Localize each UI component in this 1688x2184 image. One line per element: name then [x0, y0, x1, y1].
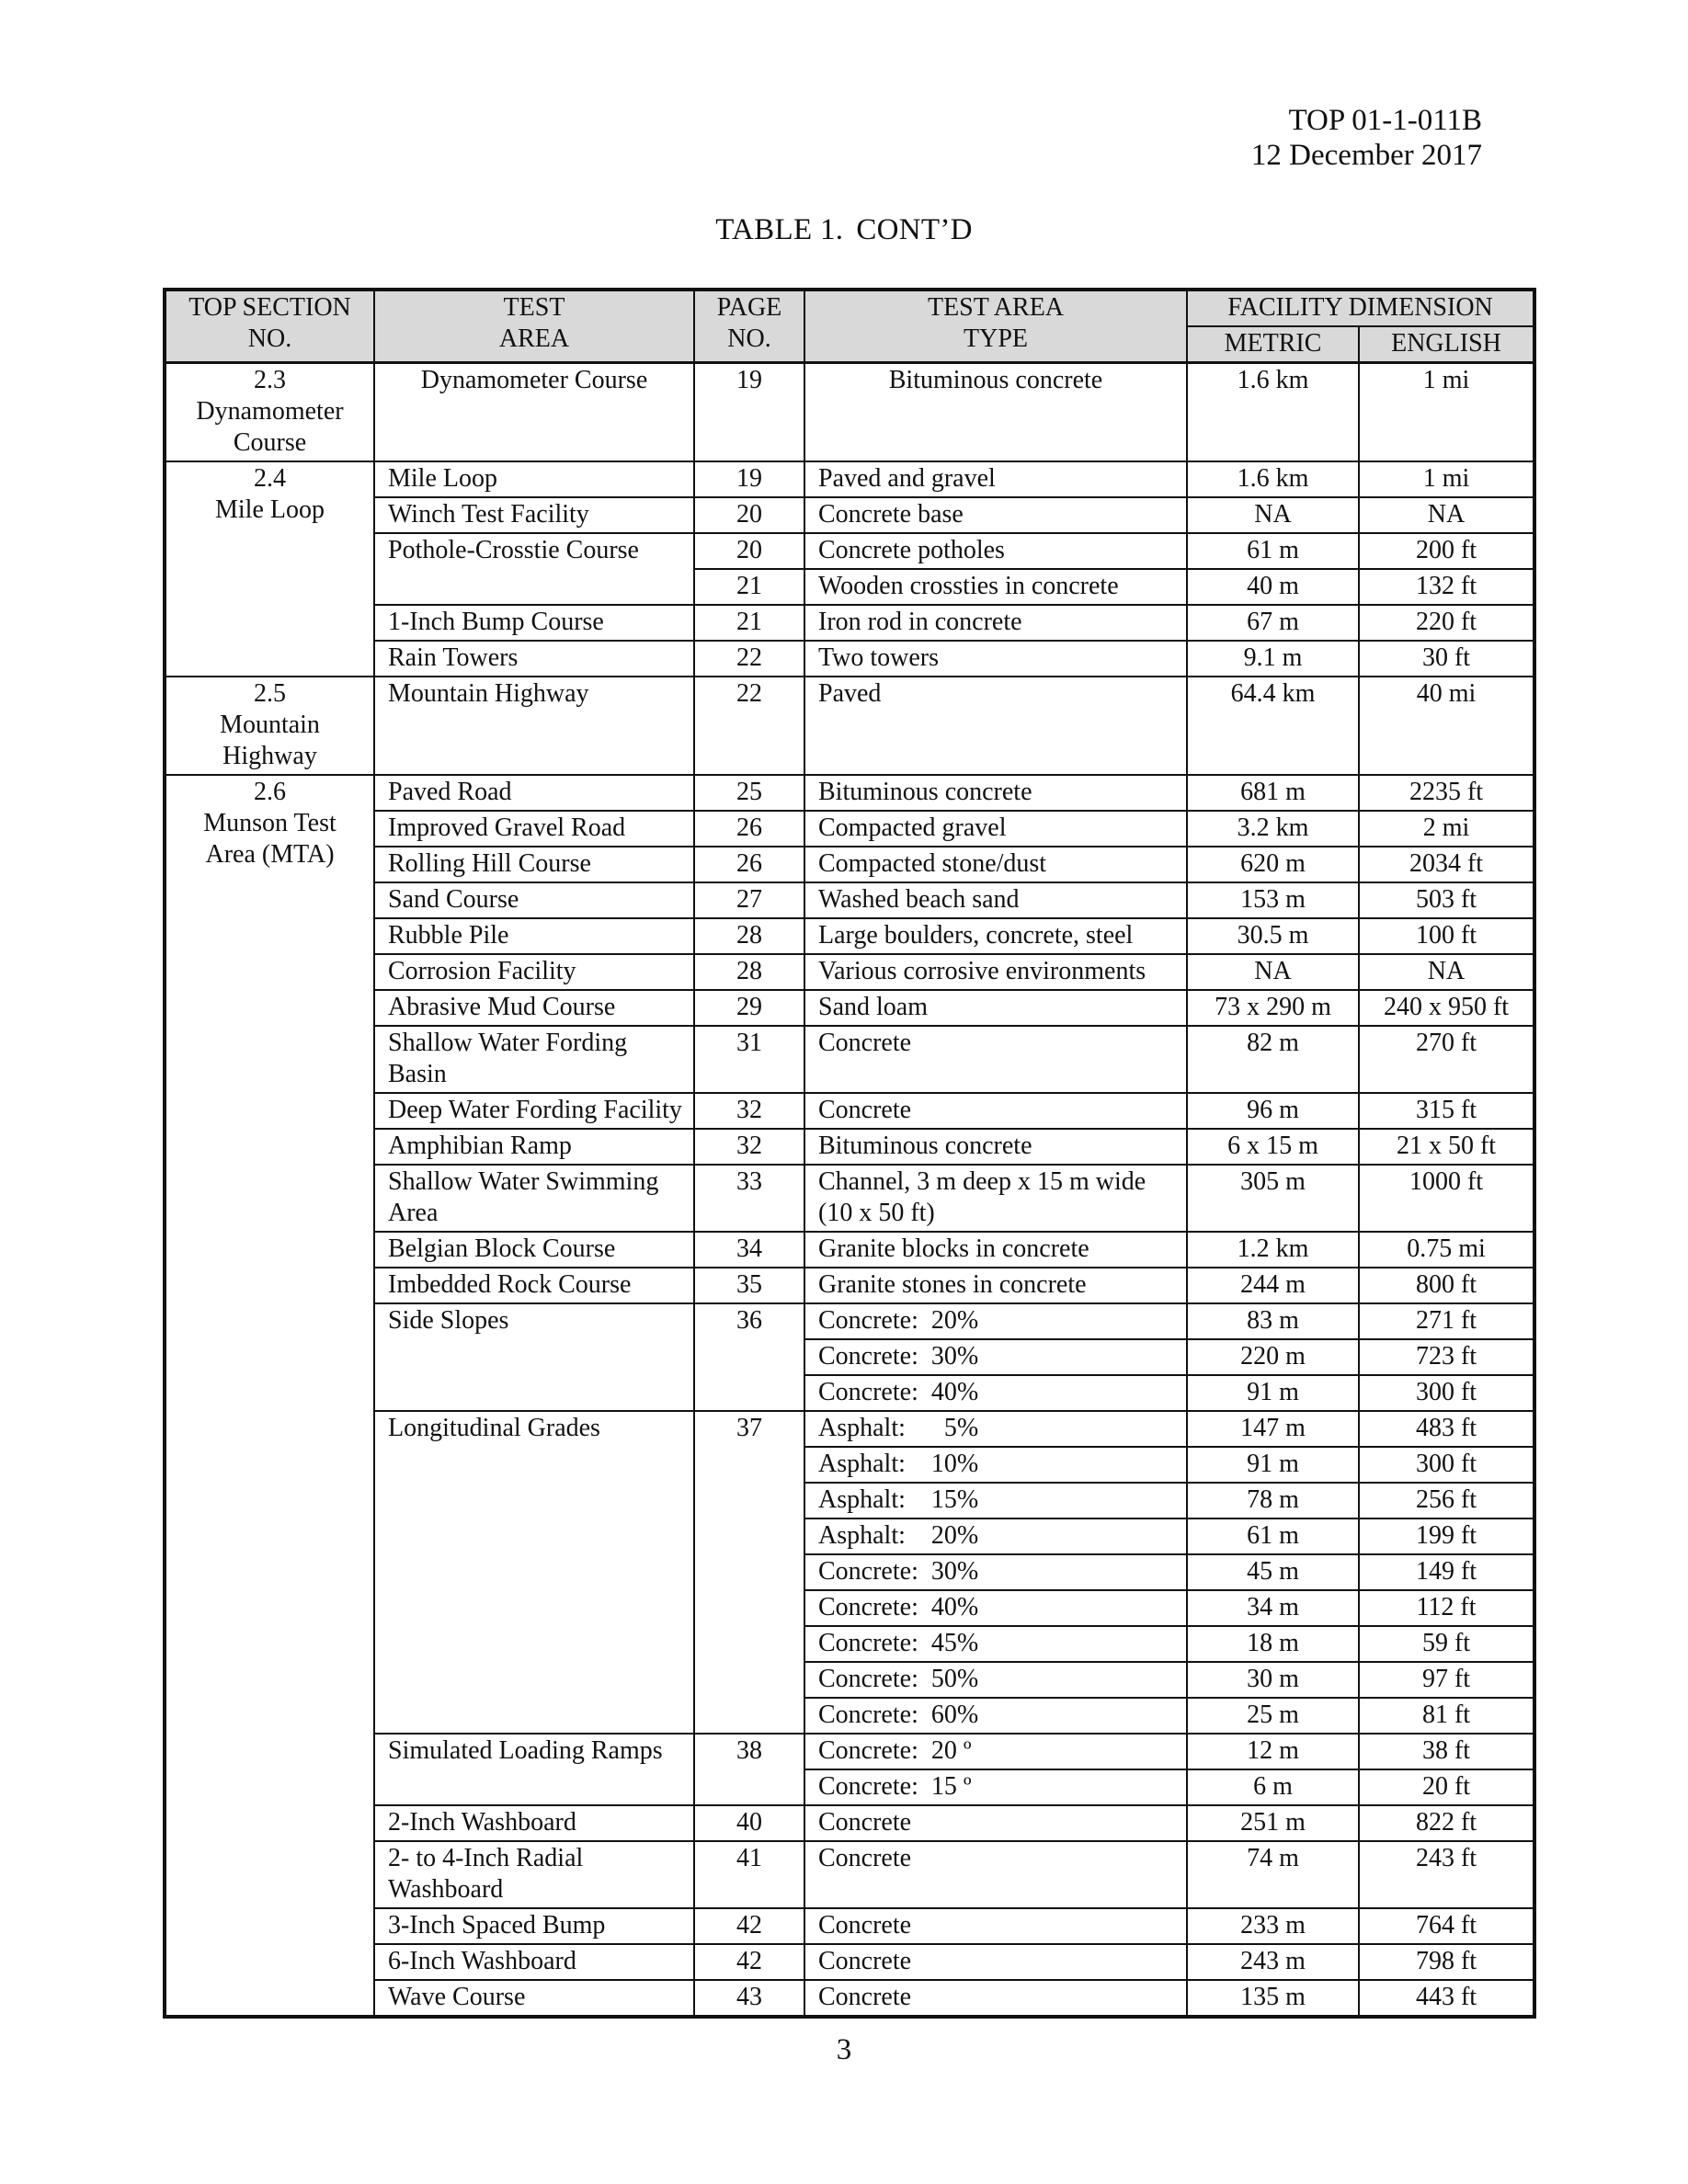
- english-cell: 20 ft: [1359, 1769, 1534, 1805]
- metric-cell: 6 x 15 m: [1187, 1129, 1359, 1165]
- english-cell: 2 mi: [1359, 811, 1534, 847]
- english-cell: 132 ft: [1359, 569, 1534, 605]
- area-cell: Corrosion Facility: [374, 954, 694, 990]
- metric-cell: 25 m: [1187, 1698, 1359, 1734]
- area-cell: 2-Inch Washboard: [374, 1805, 694, 1841]
- area-cell: Longitudinal Grades: [374, 1411, 694, 1734]
- metric-cell: 153 m: [1187, 882, 1359, 918]
- english-cell: NA: [1359, 497, 1534, 533]
- english-cell: 256 ft: [1359, 1483, 1534, 1519]
- area-cell: Deep Water Fording Facility: [374, 1093, 694, 1129]
- english-cell: 21 x 50 ft: [1359, 1129, 1534, 1165]
- page-cell: 29: [694, 990, 804, 1026]
- metric-cell: 12 m: [1187, 1734, 1359, 1769]
- metric-cell: 64.4 km: [1187, 677, 1359, 775]
- area-cell: Mile Loop: [374, 461, 694, 497]
- area-cell: 3-Inch Spaced Bump: [374, 1908, 694, 1944]
- type-cell: Asphalt: 15%: [804, 1483, 1187, 1519]
- type-cell: Large boulders, concrete, steel: [804, 918, 1187, 954]
- type-cell: Concrete: 30%: [804, 1339, 1187, 1375]
- metric-cell: 1.6 km: [1187, 363, 1359, 462]
- english-cell: 483 ft: [1359, 1411, 1534, 1447]
- page-cell: 22: [694, 677, 804, 775]
- metric-cell: 96 m: [1187, 1093, 1359, 1129]
- type-cell: Concrete potholes: [804, 533, 1187, 569]
- type-cell: Granite stones in concrete: [804, 1268, 1187, 1303]
- english-cell: 822 ft: [1359, 1805, 1534, 1841]
- metric-cell: 305 m: [1187, 1165, 1359, 1232]
- metric-cell: 40 m: [1187, 569, 1359, 605]
- metric-cell: 3.2 km: [1187, 811, 1359, 847]
- english-cell: 1 mi: [1359, 461, 1534, 497]
- type-cell: Concrete: [804, 1944, 1187, 1980]
- metric-cell: 18 m: [1187, 1626, 1359, 1662]
- page-cell: 19: [694, 363, 804, 462]
- page-cell: 32: [694, 1093, 804, 1129]
- page-cell: 21: [694, 569, 804, 605]
- metric-cell: 243 m: [1187, 1944, 1359, 1980]
- page-cell: 36: [694, 1303, 804, 1411]
- area-cell: Paved Road: [374, 775, 694, 811]
- english-cell: 30 ft: [1359, 641, 1534, 677]
- metric-cell: 9.1 m: [1187, 641, 1359, 677]
- type-cell: Sand loam: [804, 990, 1187, 1026]
- col-header-type: TEST AREA TYPE: [804, 290, 1187, 363]
- section-cell: 2.5 Mountain Highway: [165, 677, 374, 775]
- english-cell: 503 ft: [1359, 882, 1534, 918]
- english-cell: 271 ft: [1359, 1303, 1534, 1339]
- english-cell: 443 ft: [1359, 1980, 1534, 2017]
- english-cell: 764 ft: [1359, 1908, 1534, 1944]
- english-cell: 40 mi: [1359, 677, 1534, 775]
- area-cell: Rain Towers: [374, 641, 694, 677]
- header-row: [165, 290, 1534, 326]
- english-cell: 149 ft: [1359, 1554, 1534, 1590]
- metric-cell: 45 m: [1187, 1554, 1359, 1590]
- section-cell: 2.6 Munson Test Area (MTA): [165, 775, 374, 2017]
- page-cell: 37: [694, 1411, 804, 1734]
- metric-cell: 78 m: [1187, 1483, 1359, 1519]
- english-cell: 200 ft: [1359, 533, 1534, 569]
- page-cell: 35: [694, 1268, 804, 1303]
- type-cell: Concrete: 40%: [804, 1590, 1187, 1626]
- area-cell: Imbedded Rock Course: [374, 1268, 694, 1303]
- english-cell: NA: [1359, 954, 1534, 990]
- table-row: [165, 677, 1534, 775]
- metric-cell: 30 m: [1187, 1662, 1359, 1698]
- type-cell: Compacted stone/dust: [804, 847, 1187, 882]
- page-cell: 32: [694, 1129, 804, 1165]
- table-row: [165, 775, 1534, 811]
- document-id: TOP 01-1-011B: [1288, 104, 1482, 137]
- metric-cell: 1.2 km: [1187, 1232, 1359, 1268]
- metric-cell: 67 m: [1187, 605, 1359, 641]
- metric-cell: 251 m: [1187, 1805, 1359, 1841]
- area-cell: 6-Inch Washboard: [374, 1944, 694, 1980]
- english-cell: 240 x 950 ft: [1359, 990, 1534, 1026]
- english-cell: 2235 ft: [1359, 775, 1534, 811]
- page-cell: 42: [694, 1908, 804, 1944]
- metric-cell: NA: [1187, 954, 1359, 990]
- page-cell: 25: [694, 775, 804, 811]
- english-cell: 723 ft: [1359, 1339, 1534, 1375]
- metric-cell: 147 m: [1187, 1411, 1359, 1447]
- metric-cell: 91 m: [1187, 1375, 1359, 1411]
- facility-table: [163, 288, 1536, 2019]
- area-cell: Rolling Hill Course: [374, 847, 694, 882]
- page-cell: 20: [694, 497, 804, 533]
- english-cell: 1 mi: [1359, 363, 1534, 462]
- section-cell: 2.4 Mile Loop: [165, 461, 374, 677]
- english-cell: 220 ft: [1359, 605, 1534, 641]
- english-cell: 300 ft: [1359, 1375, 1534, 1411]
- metric-cell: 61 m: [1187, 533, 1359, 569]
- metric-cell: 91 m: [1187, 1447, 1359, 1483]
- page-cell: 42: [694, 1944, 804, 1980]
- metric-cell: 220 m: [1187, 1339, 1359, 1375]
- type-cell: Asphalt: 5%: [804, 1411, 1187, 1447]
- english-cell: 1000 ft: [1359, 1165, 1534, 1232]
- english-cell: 2034 ft: [1359, 847, 1534, 882]
- english-cell: 270 ft: [1359, 1026, 1534, 1093]
- document-date: 12 December 2017: [1250, 139, 1482, 172]
- metric-cell: 82 m: [1187, 1026, 1359, 1093]
- table-title-label: TABLE 1.: [715, 213, 844, 246]
- area-cell: Sand Course: [374, 882, 694, 918]
- type-cell: Concrete: 20 º: [804, 1734, 1187, 1769]
- type-cell: Paved: [804, 677, 1187, 775]
- english-cell: 800 ft: [1359, 1268, 1534, 1303]
- type-cell: Two towers: [804, 641, 1187, 677]
- area-cell: Mountain Highway: [374, 677, 694, 775]
- type-cell: Concrete: [804, 1980, 1187, 2017]
- metric-cell: 6 m: [1187, 1769, 1359, 1805]
- area-cell: 2- to 4-Inch Radial Washboard: [374, 1841, 694, 1908]
- english-cell: 300 ft: [1359, 1447, 1534, 1483]
- type-cell: Asphalt: 20%: [804, 1519, 1187, 1554]
- area-cell: Pothole-Crosstie Course: [374, 533, 694, 605]
- page-cell: 41: [694, 1841, 804, 1908]
- type-cell: Asphalt: 10%: [804, 1447, 1187, 1483]
- area-cell: Dynamometer Course: [374, 363, 694, 462]
- english-cell: 798 ft: [1359, 1944, 1534, 1980]
- english-cell: 81 ft: [1359, 1698, 1534, 1734]
- metric-cell: NA: [1187, 497, 1359, 533]
- table-row: [165, 461, 1534, 497]
- type-cell: Concrete base: [804, 497, 1187, 533]
- type-cell: Compacted gravel: [804, 811, 1187, 847]
- type-cell: Various corrosive environments: [804, 954, 1187, 990]
- page-number: 3: [836, 2033, 852, 2066]
- type-cell: Iron rod in concrete: [804, 605, 1187, 641]
- type-cell: Bituminous concrete: [804, 775, 1187, 811]
- page-cell: 40: [694, 1805, 804, 1841]
- area-cell: Abrasive Mud Course: [374, 990, 694, 1026]
- english-cell: 315 ft: [1359, 1093, 1534, 1129]
- metric-cell: 73 x 290 m: [1187, 990, 1359, 1026]
- english-cell: 59 ft: [1359, 1626, 1534, 1662]
- english-cell: 38 ft: [1359, 1734, 1534, 1769]
- type-cell: Concrete: 15 º: [804, 1769, 1187, 1805]
- page-cell: 27: [694, 882, 804, 918]
- area-cell: Amphibian Ramp: [374, 1129, 694, 1165]
- col-header-page: PAGE NO.: [694, 290, 804, 363]
- area-cell: Winch Test Facility: [374, 497, 694, 533]
- page-cell: 31: [694, 1026, 804, 1093]
- english-cell: 97 ft: [1359, 1662, 1534, 1698]
- area-cell: Rubble Pile: [374, 918, 694, 954]
- metric-cell: 34 m: [1187, 1590, 1359, 1626]
- area-cell: 1-Inch Bump Course: [374, 605, 694, 641]
- page-cell: 20: [694, 533, 804, 569]
- page-cell: 26: [694, 811, 804, 847]
- area-cell: Side Slopes: [374, 1303, 694, 1411]
- type-cell: Concrete: [804, 1841, 1187, 1908]
- type-cell: Concrete: 50%: [804, 1662, 1187, 1698]
- metric-cell: 30.5 m: [1187, 918, 1359, 954]
- type-cell: Concrete: [804, 1908, 1187, 1944]
- page-cell: 19: [694, 461, 804, 497]
- page-cell: 33: [694, 1165, 804, 1232]
- metric-cell: 681 m: [1187, 775, 1359, 811]
- type-cell: Concrete: [804, 1093, 1187, 1129]
- page-cell: 43: [694, 1980, 804, 2017]
- col-header-area: TEST AREA: [374, 290, 694, 363]
- type-cell: Concrete: 30%: [804, 1554, 1187, 1590]
- area-cell: Wave Course: [374, 1980, 694, 2017]
- page-cell: 28: [694, 918, 804, 954]
- table-row: [165, 363, 1534, 462]
- area-cell: Improved Gravel Road: [374, 811, 694, 847]
- metric-cell: 135 m: [1187, 1980, 1359, 2017]
- col-header-dimension: FACILITY DIMENSION: [1187, 290, 1534, 326]
- type-cell: Channel, 3 m deep x 15 m wide (10 x 50 ft): [804, 1165, 1187, 1232]
- page-cell: 38: [694, 1734, 804, 1805]
- english-cell: 100 ft: [1359, 918, 1534, 954]
- english-cell: 112 ft: [1359, 1590, 1534, 1626]
- type-cell: Concrete: 60%: [804, 1698, 1187, 1734]
- type-cell: Concrete: [804, 1805, 1187, 1841]
- area-cell: Belgian Block Course: [374, 1232, 694, 1268]
- col-header-metric: METRIC: [1187, 326, 1359, 363]
- area-cell: Shallow Water Fording Basin: [374, 1026, 694, 1093]
- metric-cell: 233 m: [1187, 1908, 1359, 1944]
- type-cell: Wooden crossties in concrete: [804, 569, 1187, 605]
- english-cell: 243 ft: [1359, 1841, 1534, 1908]
- col-header-section: TOP SECTION NO.: [165, 290, 374, 363]
- page-cell: 28: [694, 954, 804, 990]
- type-cell: Concrete: 40%: [804, 1375, 1187, 1411]
- page-cell: 26: [694, 847, 804, 882]
- metric-cell: 83 m: [1187, 1303, 1359, 1339]
- area-cell: Shallow Water Swimming Area: [374, 1165, 694, 1232]
- page-cell: 34: [694, 1232, 804, 1268]
- type-cell: Bituminous concrete: [804, 1129, 1187, 1165]
- area-cell: Simulated Loading Ramps: [374, 1734, 694, 1805]
- english-cell: 199 ft: [1359, 1519, 1534, 1554]
- col-header-english: ENGLISH: [1359, 326, 1534, 363]
- type-cell: Paved and gravel: [804, 461, 1187, 497]
- page-cell: 22: [694, 641, 804, 677]
- metric-cell: 620 m: [1187, 847, 1359, 882]
- table-title-suffix: CONT’D: [856, 213, 973, 246]
- metric-cell: 61 m: [1187, 1519, 1359, 1554]
- english-cell: 0.75 mi: [1359, 1232, 1534, 1268]
- table-title: [0, 213, 1688, 247]
- type-cell: Concrete: 45%: [804, 1626, 1187, 1662]
- metric-cell: 1.6 km: [1187, 461, 1359, 497]
- type-cell: Washed beach sand: [804, 882, 1187, 918]
- type-cell: Granite blocks in concrete: [804, 1232, 1187, 1268]
- type-cell: Concrete: [804, 1026, 1187, 1093]
- page-cell: 21: [694, 605, 804, 641]
- type-cell: Concrete: 20%: [804, 1303, 1187, 1339]
- metric-cell: 74 m: [1187, 1841, 1359, 1908]
- section-cell: 2.3 Dynamometer Course: [165, 363, 374, 462]
- type-cell: Bituminous concrete: [804, 363, 1187, 462]
- metric-cell: 244 m: [1187, 1268, 1359, 1303]
